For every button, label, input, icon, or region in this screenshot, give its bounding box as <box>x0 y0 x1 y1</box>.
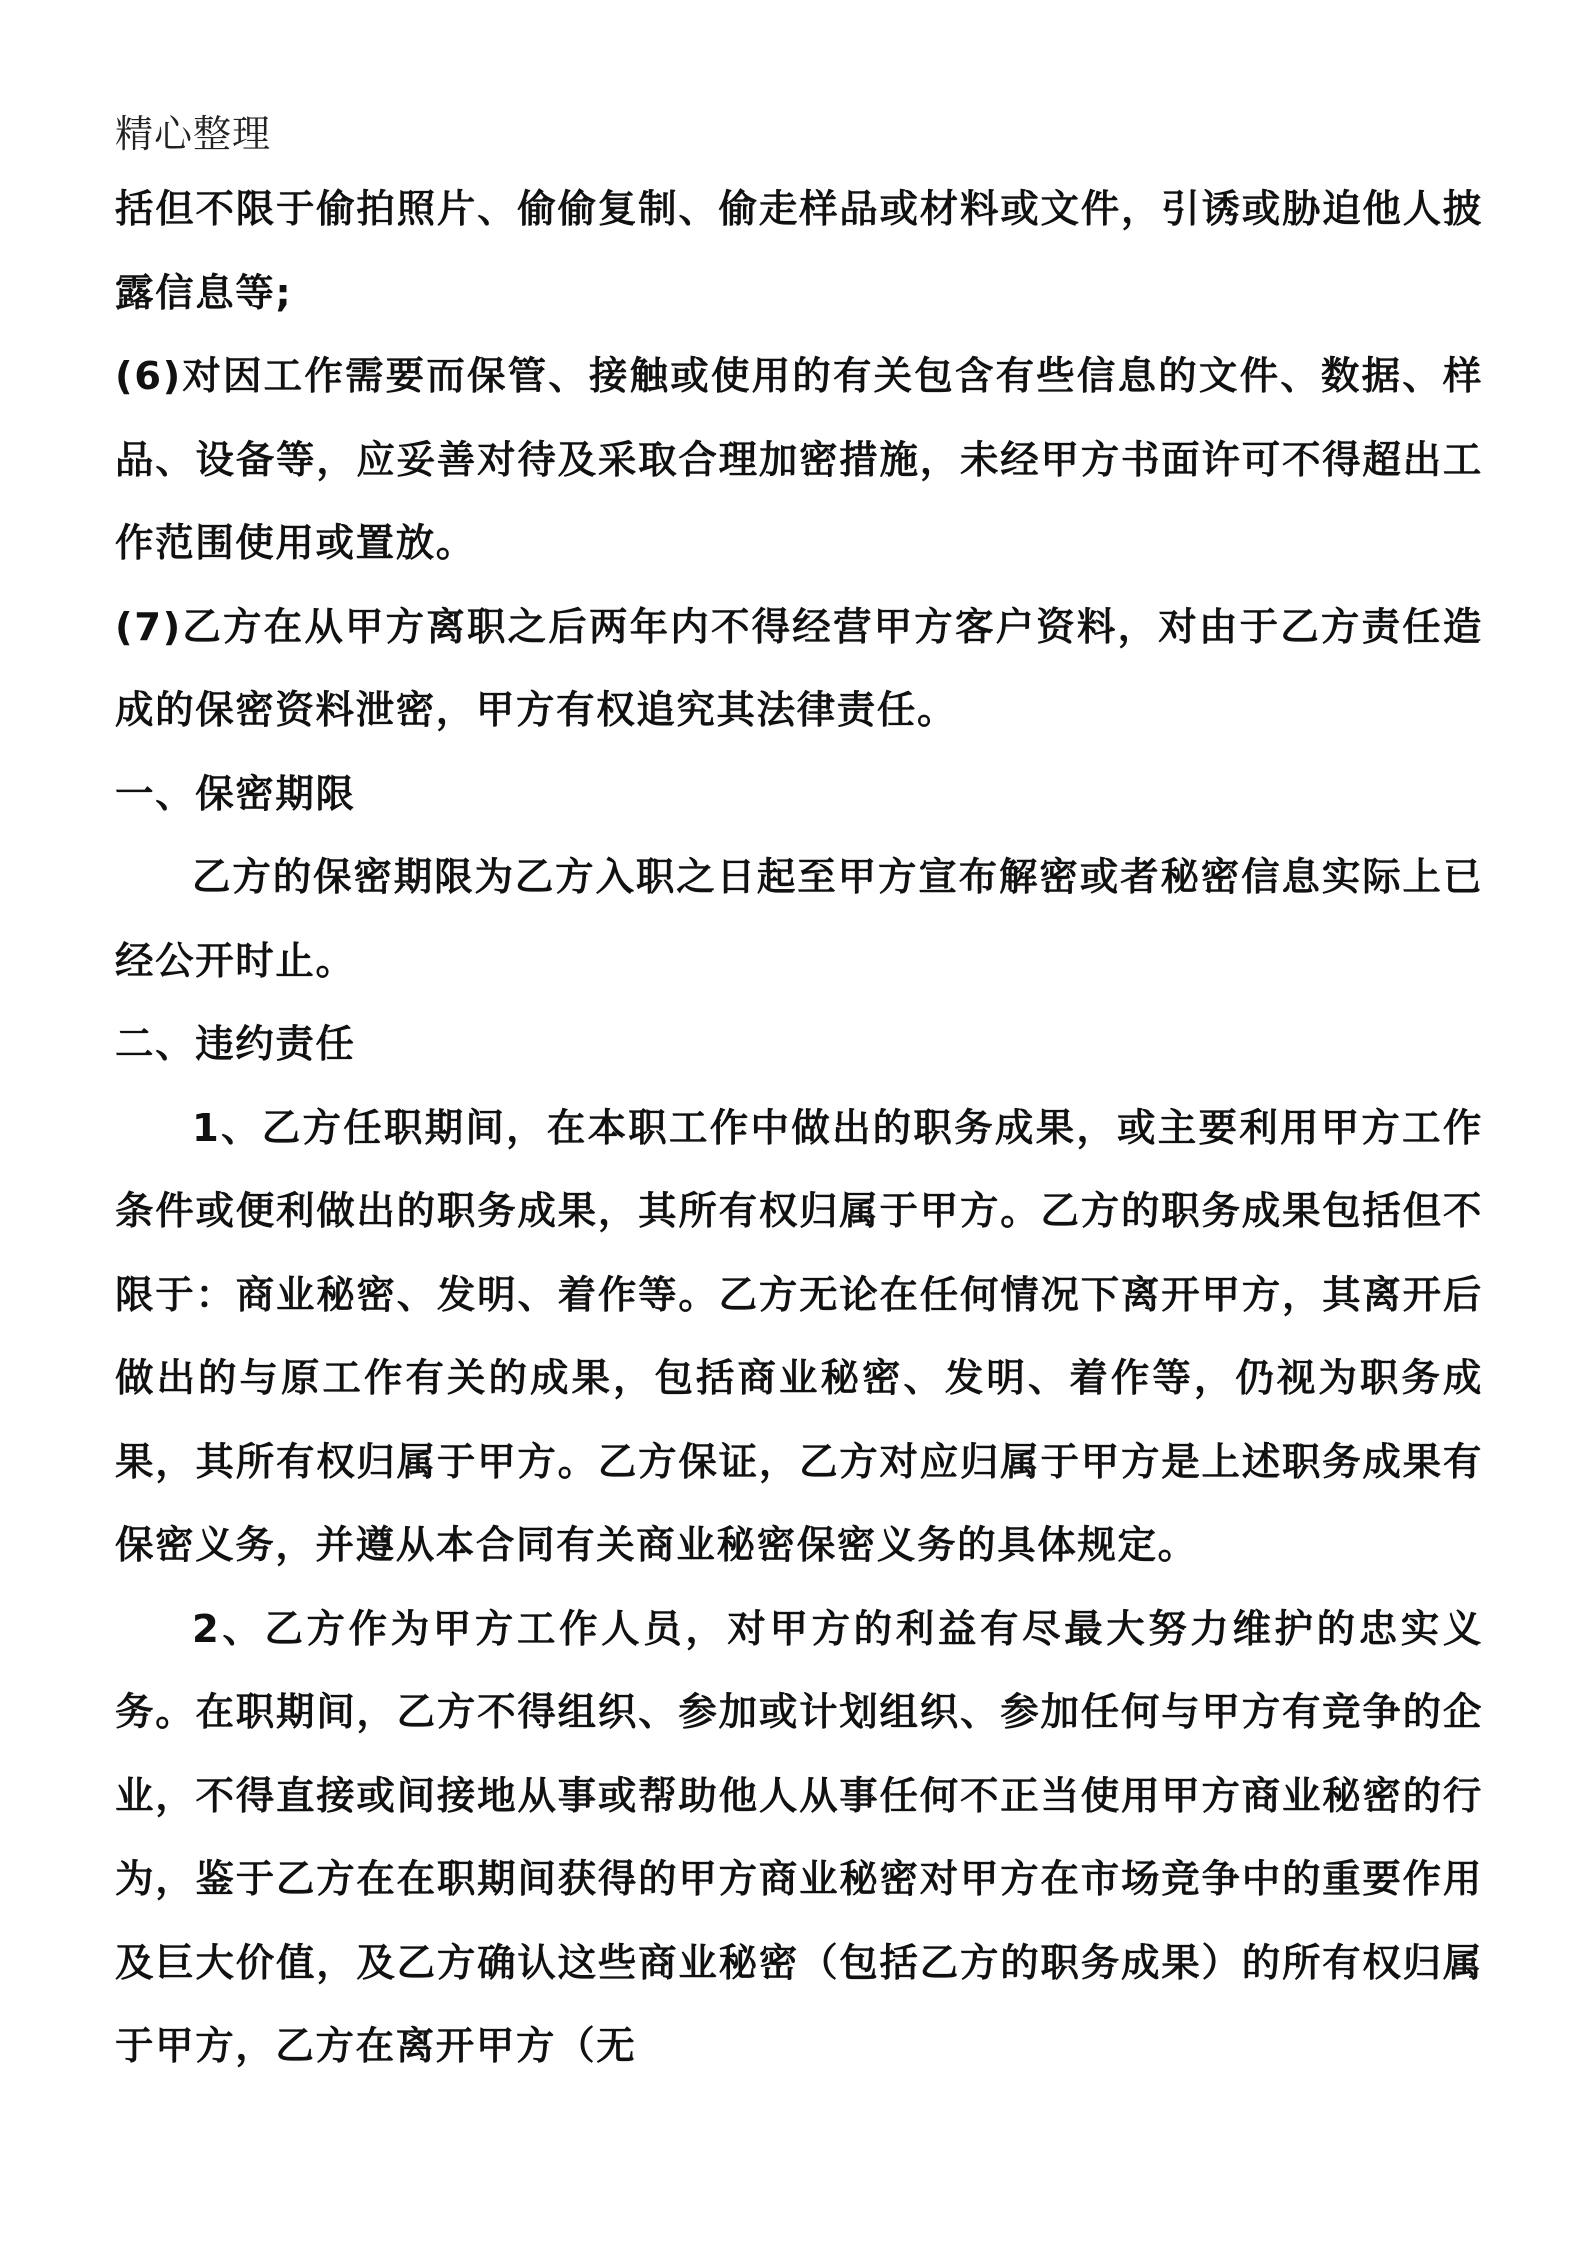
paragraph-item-6: (6)对因工作需要而保管、接触或使用的有关包含有些信息的文件、数据、样品、设备等，应妥善对待及采取合理加密措施，未经甲方书面许可不得超出工作范围使用或置放。 <box>115 354 1483 566</box>
section-heading-confidentiality-period: 一、保密期限 <box>115 771 356 817</box>
paragraph-confidentiality-period: 乙方的保密期限为乙方入职之日起至甲方宣布解密或者秘密信息实际上已经公开时止。 <box>115 855 1483 984</box>
document-body <box>115 168 1483 2089</box>
paragraph-confidential-info-methods: 括但不限于偷拍照片、偷偷复制、偷走样品或材料或文件，引诱或胁迫他人披露信息等; <box>115 187 1483 316</box>
paragraph-item-7: (7)乙方在从甲方离职之后两年内不得经营甲方客户资料，对由于乙方责任造成的保密资料泄密，甲方有权追究其法律责任。 <box>115 604 1483 733</box>
page-header: 精心整理 <box>115 112 272 156</box>
section-heading-breach-liability: 二、违约责任 <box>115 1022 356 1067</box>
paragraph-breach-clause-2: 2、乙方作为甲方工作人员，对甲方的利益有尽最大努力维护的忠实义务。在职期间，乙方不得组织、参加或计划组织、参加任何与甲方有竞争的企业，不得直接或间接地从事或帮助他人从事任何不正当使用甲方商业秘密的行为，鉴于乙方在在职期间获得的甲方商业秘密对甲方在市场竞争中的重要作用及巨大价值，及乙方确认这些商业秘密（包括乙方的职务成果）的所有权归属于甲方，乙方在离开甲方（无 <box>115 1606 1483 2069</box>
paragraph-breach-clause-1: 1、乙方任职期间，在本职工作中做出的职务成果，或主要利用甲方工作条件或便利做出的职务成果，其所有权归属于甲方。乙方的职务成果包括但不限于：商业秘密、发明、着作等。乙方无论在任何情况下离开甲方，其离开后做出的与原工作有关的成果，包括商业秘密、发明、着作等，仍视为职务成果，其所有权归属于甲方。乙方保证，乙方对应归属于甲方是上述职务成果有保密义务，并遵从本合同有关商业秘密保密义务的具体规定。 <box>115 1105 1483 1568</box>
